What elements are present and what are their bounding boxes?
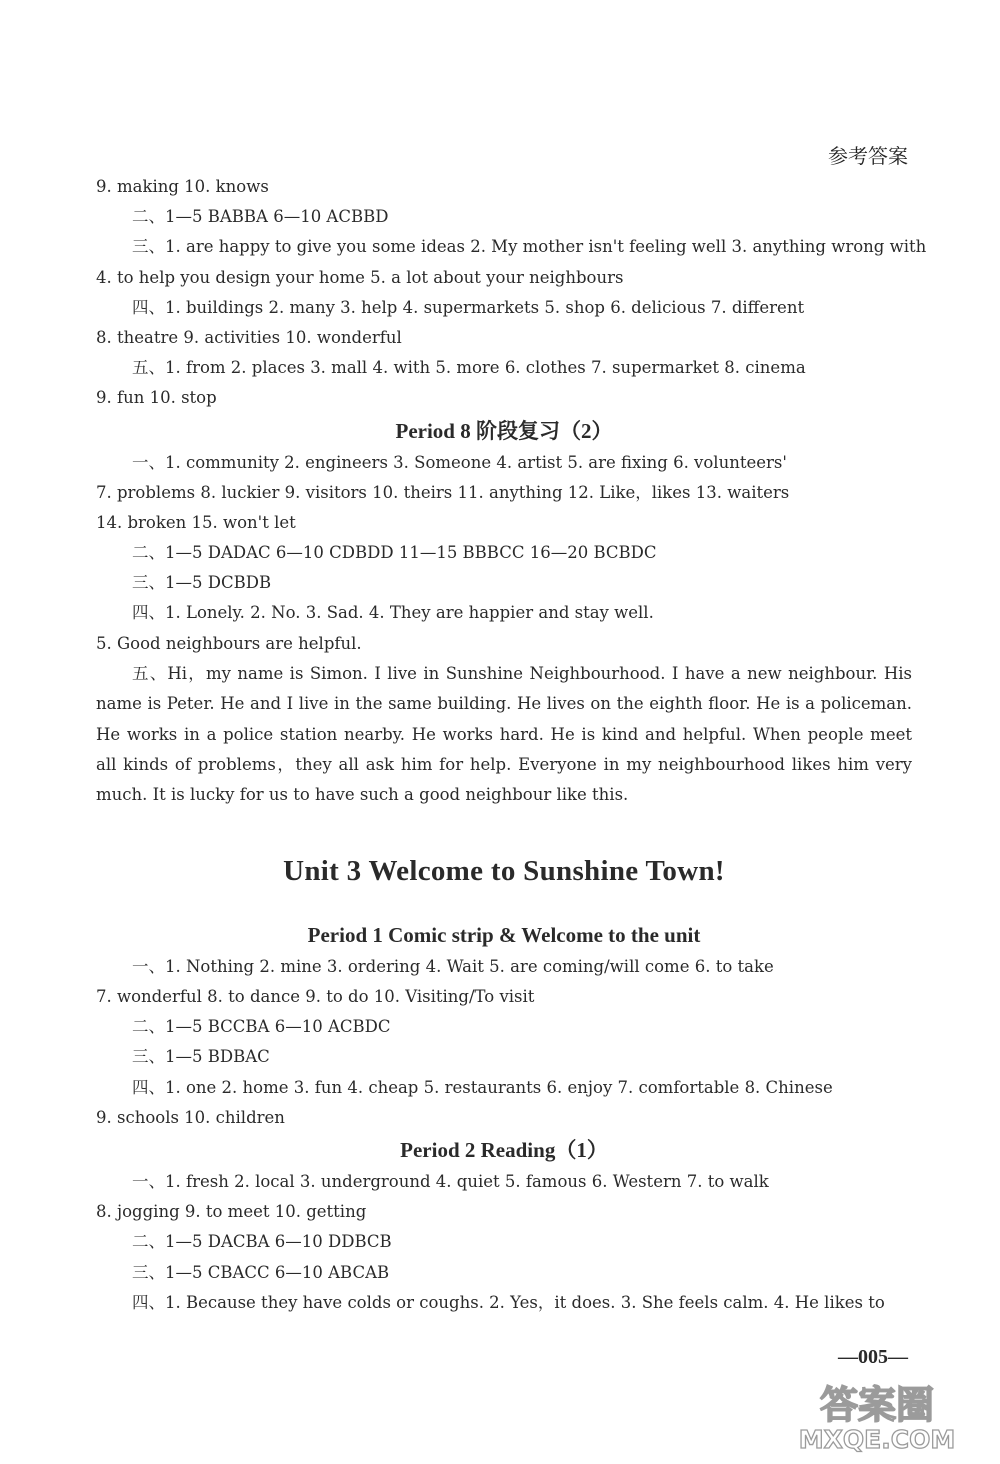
top-answers: [96, 172, 927, 414]
answer-line: 8. jogging 9. to meet 10. getting: [96, 1202, 367, 1222]
answer-line: 四、1. buildings 2. many 3. help 4. supermarkets 5. shop 6. delicious 7. different: [132, 297, 805, 317]
answer-line: 二、1—5 BABBA 6—10 ACBBD: [132, 207, 389, 227]
answer-line: 9. fun 10. stop: [96, 388, 217, 408]
answer-line: 四、1. Because they have colds or coughs. 2. Yes，it does. 3. She feels calm. 4. He likes to: [132, 1292, 885, 1312]
answer-line: 5. Good neighbours are helpful.: [96, 633, 362, 653]
answer-line: 四、1. one 2. home 3. fun 4. cheap 5. restaurants 6. enjoy 7. comfortable 8. Chinese: [132, 1077, 833, 1097]
watermark-logo: [765, 1374, 990, 1454]
answer-line: 三、1. are happy to give you some ideas 2. My mother isn't feeling well 3. anything wrong with: [132, 237, 927, 257]
writing-paragraph: 五、Hi，my name is Simon. I live in Sunshine Neighbourhood. I have a new neighbour. His name is Peter. He and I live in the same building. He lives on the eighth floor. He is a policeman. He works in a police station nearby. He works hard. He is kind and helpful. When people meet all kinds of problems，they all ask him for help. Everyone in my neighbourhood likes him very much. It is lucky for us to have such a good neighbour like this.: [96, 663, 912, 805]
page-number: —005—: [838, 1346, 908, 1368]
answer-line: 三、1—5 DCBDB: [132, 573, 272, 593]
answer-line: 9. schools 10. children: [96, 1107, 285, 1127]
period8-title: Period 8 阶段复习（2）: [395, 418, 613, 443]
answer-line: 一、1. community 2. engineers 3. Someone 4. artist 5. are fixing 6. volunteers': [132, 452, 787, 472]
answer-line: 二、1—5 DACBA 6—10 DDBCB: [132, 1232, 392, 1252]
unit-title: Unit 3 Welcome to Sunshine Town!: [283, 854, 725, 887]
answer-line: 二、1—5 DADAC 6—10 CDBDD 11—15 BBBCC 16—20 BCBDC: [132, 543, 657, 563]
answer-line: 7. problems 8. luckier 9. visitors 10. theirs 11. anything 12. Like，likes 13. waiters: [96, 482, 790, 502]
period2-answers: [96, 1167, 912, 1318]
period1-answers: [96, 952, 912, 1133]
answer-line: 一、1. fresh 2. local 3. underground 4. quiet 5. famous 6. Western 7. to walk: [132, 1171, 769, 1191]
page-header-label: 参考答案: [828, 144, 908, 168]
answer-line: 三、1—5 BDBAC: [132, 1047, 270, 1067]
answer-line: 7. wonderful 8. to dance 9. to do 10. Visiting/To visit: [96, 987, 535, 1007]
watermark-text-bottom: MXQE.COM: [798, 1425, 956, 1454]
period2-title: Period 2 Reading（1）: [400, 1137, 608, 1162]
answer-content: [96, 172, 927, 1318]
answer-line: 一、1. Nothing 2. mine 3. ordering 4. Wait 5. are coming/will come 6. to take: [132, 956, 774, 976]
answer-line: 4. to help you design your home 5. a lot about your neighbours: [96, 267, 624, 287]
answer-line: 二、1—5 BCCBA 6—10 ACBDC: [132, 1017, 391, 1037]
answer-line: 四、1. Lonely. 2. No. 3. Sad. 4. They are happier and stay well.: [132, 603, 654, 623]
period8-answers: [96, 448, 912, 811]
answer-line: 14. broken 15. won't let: [96, 512, 296, 532]
answer-line: 三、1—5 CBACC 6—10 ABCAB: [132, 1262, 390, 1282]
watermark-text-top: 答案圈: [819, 1383, 935, 1427]
answer-line: 五、1. from 2. places 3. mall 4. with 5. more 6. clothes 7. supermarket 8. cinema: [132, 358, 806, 378]
answer-line: 8. theatre 9. activities 10. wonderful: [96, 327, 402, 347]
answer-line: 9. making 10. knows: [96, 177, 269, 196]
period1-title: Period 1 Comic strip & Welcome to the unit: [307, 922, 701, 947]
